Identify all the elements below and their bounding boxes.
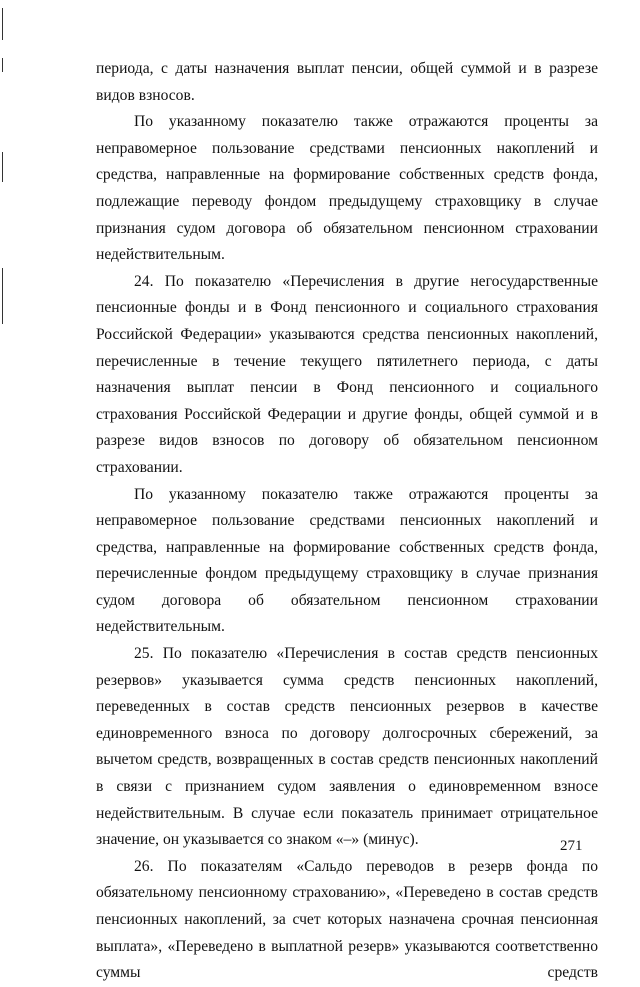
document-body xyxy=(96,56,598,987)
margin-scan-mark xyxy=(2,268,3,324)
paragraph: По указанному показателю также отражаются проценты за неправомерное пользование средствами пенсионных накоплений и средства, направленные на формирование собственных средств фонда, подлежащие переводу фондом предыдущему страховщику в случае признания судом договора об обязательном пенсионном страховании недействительным. xyxy=(96,113,598,264)
margin-scan-mark xyxy=(2,8,3,40)
page-number: 271 xyxy=(560,838,583,854)
paragraph-item-24: 24. По показателю «Перечисления в другие негосударственные пенсионные фонды и в Фонд пенсионного и социального страхования Российской Федерации» указываются средства пенсионных накоплений, перечисленные в течение текущего пятилетнего периода, с даты назначения выплат пенсии в Фонд пенсионного и социального страхования Российской Федерации и другие фонды, общей суммой и в разрезе видов взносов по договору об обязательном пенсионном страховании. xyxy=(96,272,598,476)
paragraph-item-25: 25. По показателю «Перечисления в состав средств пенсионных резервов» указывается сумма средств пенсионных накоплений, переведенных в состав средств пенсионных резервов в качестве единовременного взноса по договору долгосрочных сбережений, за вычетом средств, возвращенных в состав средств пенсионных накоплений в связи с признанием судом заявления о единовременном взносе недействительным. В случае если показатель принимает отрицательное значение, он указывается со знаком «–» (минус). xyxy=(96,645,598,849)
paragraph-item-26: 26. По показателям «Сальдо переводов в резерв фонда по обязательному пенсионному страхованию», «Переведено в состав средств пенсионных накоплений, за счет которых назначена срочная пенсионная выплата», «Переведено в выплатной резерв» указываются соответственно суммы средств xyxy=(96,857,598,982)
paragraph-continuation: периода, с даты назначения выплат пенсии, общей суммой и в разрезе видов взносов. xyxy=(96,60,598,104)
margin-scan-mark xyxy=(2,58,3,72)
paragraph: По указанному показателю также отражаются проценты за неправомерное пользование средствами пенсионных накоплений и средства, направленные на формирование собственных средств фонда, перечисленные фондом предыдущему страховщику в случае признания судом договора об обязательном пенсионном страховании недействительным. xyxy=(96,485,598,636)
margin-scan-mark xyxy=(2,152,3,182)
